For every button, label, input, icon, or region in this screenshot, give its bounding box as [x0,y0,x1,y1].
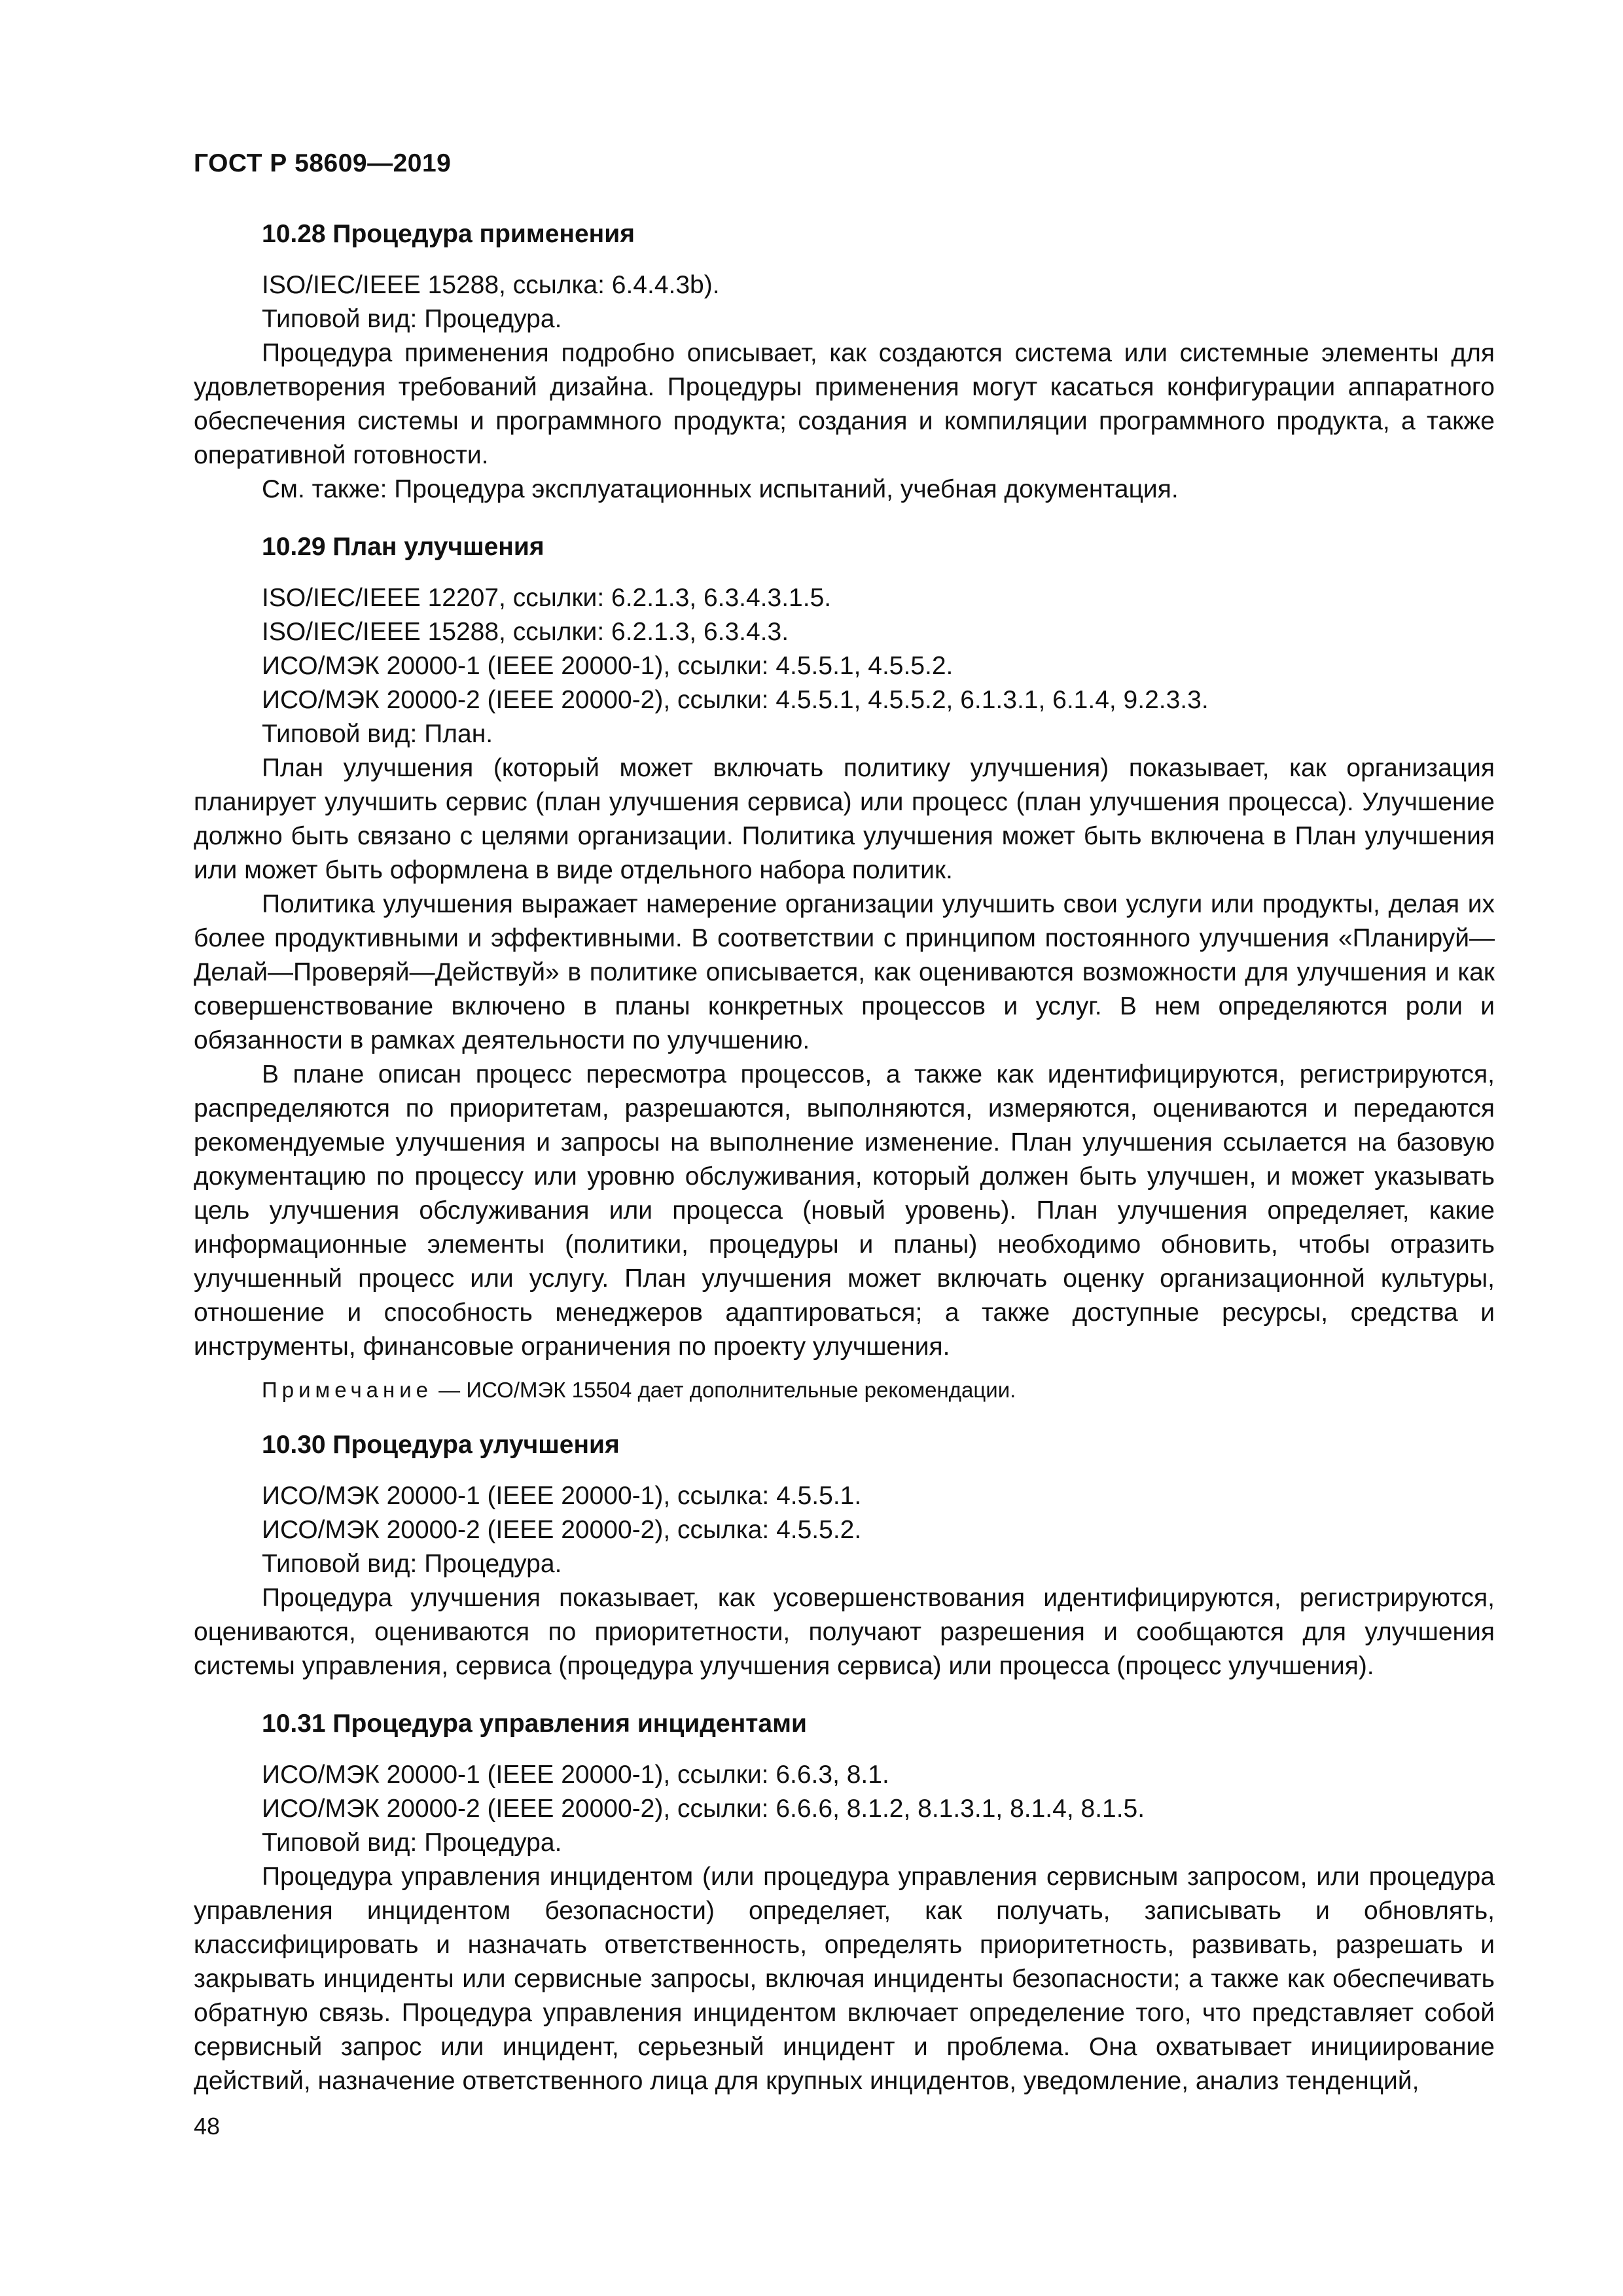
view-type-line: Типовой вид: Процедура. [262,1550,562,1578]
reference-line: ИСО/МЭК 20000-2 (IEEE 20000-2), ссылка: 4.5.5.2. [262,1516,862,1544]
view-type-line: Типовой вид: Процедура. [262,305,562,333]
reference-line: ISO/IEC/IEEE 12207, ссылки: 6.2.1.3, 6.3.4.3.1.5. [262,584,832,612]
note-text: — ИСО/МЭК 15504 дает дополнительные рекомендации. [433,1378,1016,1402]
paragraph: Процедура применения подробно описывает, как создаются система или системные элементы для удовлетворения требований дизайна. Процедуры применения могут касаться конфигурации аппаратного обеспечения системы и программного продукта; создания и компиляции программного продукта, а также оперативной готовности. [194,339,1495,469]
section-10-31 [194,1707,1495,2098]
reference-line: ИСО/МЭК 20000-1 (IEEE 20000-1), ссылки: 4.5.5.1, 4.5.5.2. [262,652,954,680]
reference-line: ИСО/МЭК 20000-2 (IEEE 20000-2), ссылки: 6.6.6, 8.1.2, 8.1.3.1, 8.1.4, 8.1.5. [262,1795,1145,1823]
reference-line: ISO/IEC/IEEE 15288, ссылка: 6.4.4.3b). [262,271,720,299]
document-body [194,217,1495,2098]
view-type-line: Типовой вид: План. [262,720,493,748]
see-also-line: См. также: Процедура эксплуатационных испытаний, учебная документация. [262,475,1179,503]
reference-line: ИСО/МЭК 20000-2 (IEEE 20000-2), ссылки: 4.5.5.1, 4.5.5.2, 6.1.3.1, 6.1.4, 9.2.3.3. [262,686,1209,714]
section-title: 10.30 Процедура улучшения [262,1431,620,1459]
paragraph: Политика улучшения выражает намерение организации улучшить свои услуги или продукты, делая их более продуктивными и эффективными. В соответствии с принципом постоянного улучшения «Планируй—Делай—Проверяй—Действуй» в политике описывается, как оцениваются возможности для улучшения и как совершенствование включено в планы конкретных процессов и услуг. В нем определяются роли и обязанности в рамках деятельности по улучшению. [194,890,1495,1054]
section-title: 10.29 План улучшения [262,533,544,561]
reference-line: ИСО/МЭК 20000-1 (IEEE 20000-1), ссылки: 6.6.3, 8.1. [262,1761,889,1789]
section-title: 10.31 Процедура управления инцидентами [262,1710,807,1738]
paragraph: План улучшения (который может включать политику улучшения) показывает, как организация планирует улучшить сервис (план улучшения сервиса) или процесс (план улучшения процесса). Улучшение должно быть связано с целями организации. Политика улучшения может быть включена в План улучшения или может быть оформлена в виде отдельного набора политик. [194,754,1495,884]
paragraph: В плане описан процесс пересмотра процессов, а также как идентифицируются, регистрируются, распределяются по приоритетам, разрешаются, выполняются, измеряются, оцениваются и передаются рекомендуемые улучшения и запросы на выполнение изменение. План улучшения ссылается на базовую документацию по процессу или уровню обслуживания, который должен быть улучшен, и может указывать цель улучшения обслуживания или процесса (новый уровень). План улучшения определяет, какие информационные элементы (политики, процедуры и планы) необходимо обновить, чтобы отразить улучшенный процесс или услугу. План улучшения может включать оценку организационной культуры, отношение и способность менеджеров адаптироваться; а также доступные ресурсы, средства и инструменты, финансовые ограничения по проекту улучшения. [194,1060,1495,1361]
section-10-29 [194,530,1495,1405]
paragraph: Процедура улучшения показывает, как усовершенствования идентифицируются, регистрируются, оцениваются, оцениваются по приоритетности, получают разрешения и сообщаются для улучшения системы управления, сервиса (процедура улучшения сервиса) или процесса (процесс улучшения). [194,1584,1495,1680]
section-10-30 [194,1428,1495,1683]
page-number: 48 [194,2113,221,2140]
section-title: 10.28 Процедура применения [262,220,635,248]
reference-line: ISO/IEC/IEEE 15288, ссылки: 6.2.1.3, 6.3.4.3. [262,618,789,646]
note [194,1376,1495,1405]
paragraph: Процедура управления инцидентом (или процедура управления сервисным запросом, или процедура управления инцидентом безопасности) определяет, как получать, записывать и обновлять, классифицировать и назначать ответственность, определять приоритетность, развивать, разрешать и закрывать инциденты или сервисные запросы, включая инциденты безопасности; а также как обеспечивать обратную связь. Процедура управления инцидентом включает определение того, что представляет собой сервисный запрос или инцидент, серьезный инцидент и проблема. Она охватывает инициирование действий, назначение ответственного лица для крупных инцидентов, уведомление, анализ тенденций, [194,1863,1495,2095]
view-type-line: Типовой вид: Процедура. [262,1829,562,1857]
document-header: ГОСТ Р 58609—2019 [194,149,452,177]
section-10-28 [194,217,1495,507]
reference-line: ИСО/МЭК 20000-1 (IEEE 20000-1), ссылка: 4.5.5.1. [262,1482,862,1510]
note-label: Примечание [262,1378,433,1402]
